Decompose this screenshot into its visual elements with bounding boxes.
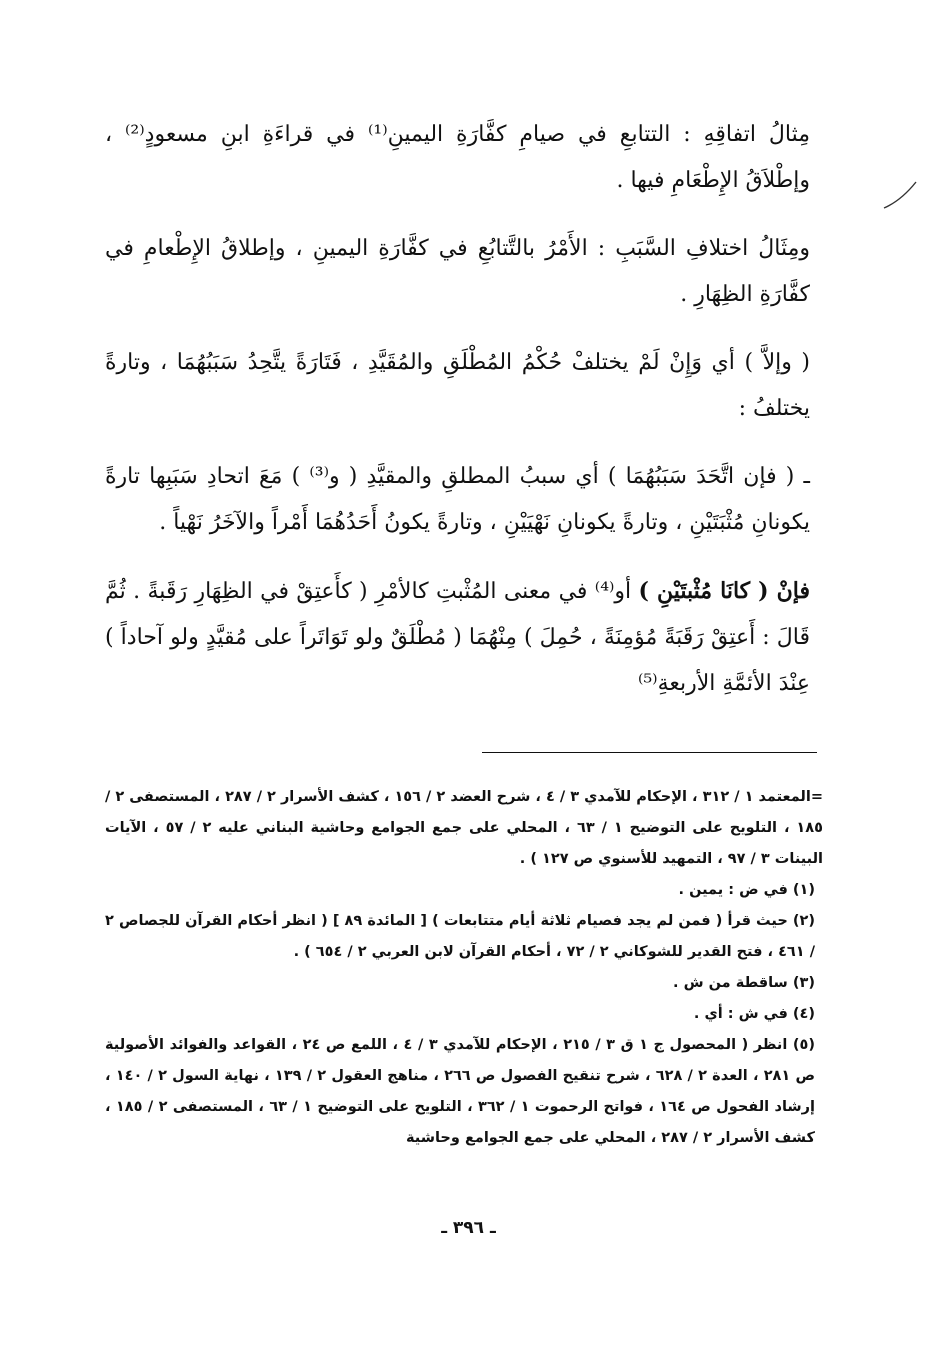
paragraph-5-text: أو⁽⁴⁾ في معنى المُثْبتِ كالأمْرِ ( كأَعتِقْ في الظِهَارِ رَقَبةً . ثُمَّ قَالَ : أَعتِقْ رَقَبَةً مُؤمِنَةً ، حُمِلَ ) مِنْهُمَا ( مُطْلَقٌ ولو تَوَاتَراً على مُقيَّدٍ ولو آحاداً ) عِنْدَ الأئمَّةِ الأربعةِ⁽⁵⁾	[105, 579, 810, 696]
footnote-4: (٤) في ش : أي .	[693, 1006, 815, 1022]
margin-pen-mark	[878, 178, 918, 218]
footnote-3: (٣) ساقطة من ش .	[673, 975, 815, 991]
footnote-continuation: =المعتمد ١ / ٣١٢ ، الإحكام للآمدي ٣ / ٤ ، شرح العضد ٢ / ١٥٦ ، كشف الأسرار ٢ / ٢٨٧ ، المستصفى ٢ / ١٨٥ ، التلويح على التوضيح ١ / ٦٣ ، المحلي على جمع الجوامع وحاشية البناني عليه ٢ / ٥٧ ، الآيات البينات ٣ / ٩٧ ، التمهيد للأسنوي ص ١٢٧ ) .	[105, 789, 823, 867]
paragraph-5	[105, 568, 810, 707]
footnotes	[105, 782, 823, 1154]
paragraph-2: ومِثَالُ اختلافِ السَّبَبِ : الأَمْرُ بالتَّتابُعِ في كفَّارَةِ اليمينِ ، وإطلاقُ الإِطْعامِ في كفَّارَةِ الظِهَارِ .	[105, 236, 810, 307]
footnote-separator	[482, 752, 817, 753]
page-number: ـ ٣٩٦ ـ	[441, 1218, 496, 1238]
main-text	[105, 112, 810, 729]
footnote-2: (٢) حيث قرأ ( فمن لم يجد فصيام ثلاثة أيام متتابعات ) [ المائدة ٨٩ ] ( انظر أحكام القرآن للجصاص ٢ / ٤٦١ ، فتح القدير للشوكاني ٢ / ٧٢ ، أحكام القرآن لابن العربي ٢ / ٦٥٤ ) .	[105, 913, 815, 960]
footnote-5: (٥) انظر ( المحصول ج ١ ق ٣ / ٢١٥ ، الإحكام للآمدي ٣ / ٤ ، اللمع ص ٢٤ ، القواعد والفوائد الأصولية ص ٢٨١ ، العدة ٢ / ٦٢٨ ، شرح تنقيح الفصول ص ٢٦٦ ، مناهج العقول ٢ / ١٣٩ ، نهاية السول ٢ / ١٤٠ ، إرشاد الفحول ص ١٦٤ ، فواتح الرحموت ١ / ٣٦٢ ، التلويح على التوضيح ١ / ٦٣ ، المستصفى ٢ / ١٨٥ ، كشف الأسرار ٢ / ٢٨٧ ، المحلي على جمع الجوامع وحاشية	[105, 1037, 815, 1146]
paragraph-3: ( وإلاَّ ) أي وَإِنْ لَمْ يختلفْ حُكْمُ المُطْلَقِ والمُقَيَّدِ ، فَتَارَةً يتَّحِدُ سَبَبُهُمَا ، وتارةً يختلفُ :	[105, 350, 810, 421]
paragraph-4: ـ ( فإن اتَّحَدَ سَبَبُهُمَا ) أي سببُ المطلقِ والمقيَّدِ ( و⁽³⁾ ) مَعَ اتحادِ سَبَبِها تارةً يكونانِ مُثْبَتَيْنِ ، وتارةً يكونانِ نَهْيَيْنِ ، وتارةً يكونُ أَحَدُهُمَا أَمْراً والآخَرُ نَهْياً .	[105, 464, 810, 535]
bold-lead-phrase: فإنْ ( كانَا مُثْبتَيْنِ )	[638, 578, 810, 604]
paragraph-1: مِثالُ اتفاقِهِ : التتابعِ في صيامِ كفَّارَةِ اليمينِ⁽¹⁾ في قراءَةِ ابنِ مسعودٍ⁽²⁾ ، وإطْلاَقُ الإِطْعَامِ فيها .	[105, 122, 810, 193]
footnote-1: (١) في ض : يمين .	[678, 882, 815, 898]
